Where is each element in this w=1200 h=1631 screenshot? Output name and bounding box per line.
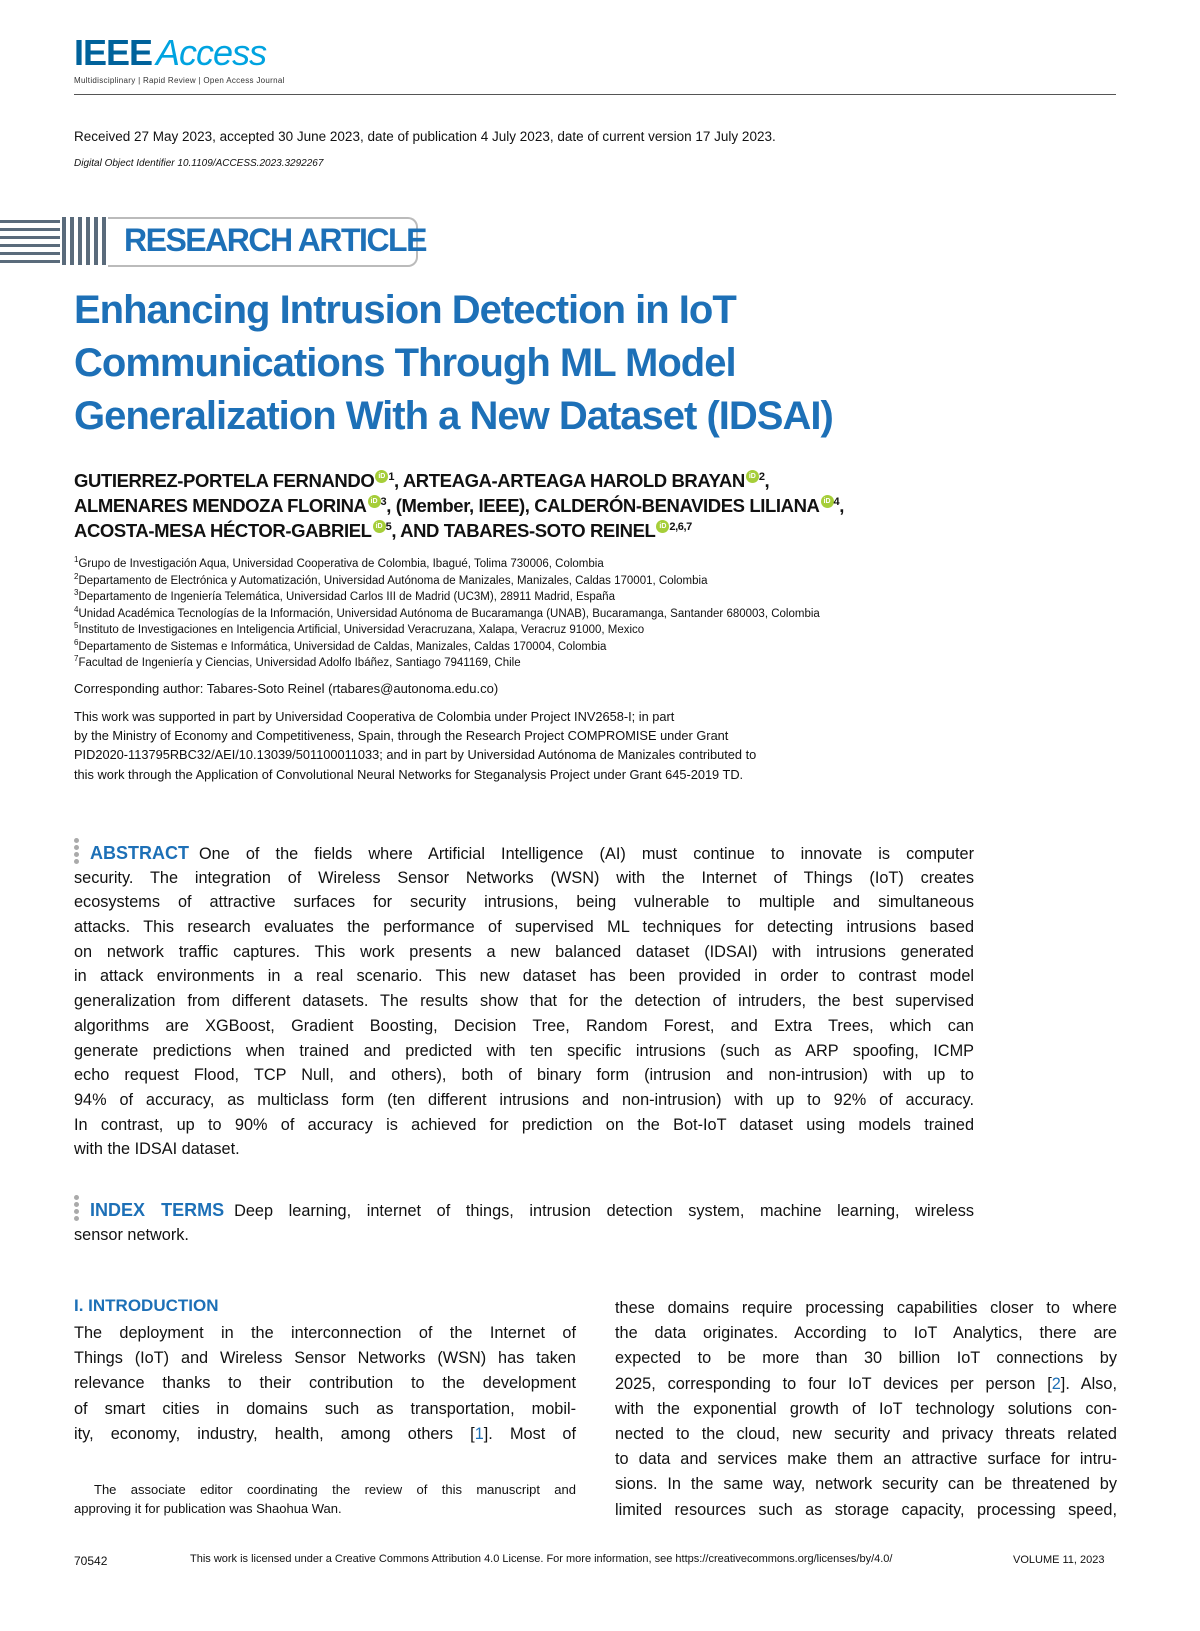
body-line: the data originates. According to IoT Analytics, there are [615, 1324, 1117, 1343]
left-column [74, 1321, 576, 1447]
abstract-line: ABSTRACT One of the fields where Artificial Intelligence (AI) must continue to innovate is computer [90, 843, 974, 863]
orcid-icon[interactable]: iD [746, 470, 759, 483]
citation-link[interactable]: 1 [474, 1424, 484, 1443]
body-line: limited resources such as storage capacity, processing speed, [615, 1500, 1117, 1519]
author-name: ARTEAGA-ARTEAGA HAROLD BRAYAN [402, 470, 745, 491]
affiliation: $^3$Departamento de Ingeniería Telemática, Universidad Carlos III de Madrid (UC3M), 28911 Madrid, España [74, 588, 615, 603]
body-line: expected to be more than 30 billion IoT connections by [615, 1349, 1117, 1368]
affiliations [74, 556, 820, 672]
orcid-icon[interactable]: iD [821, 495, 834, 508]
volume: VOLUME 11, 2023 [1013, 1554, 1105, 1566]
affiliation: $^4$Unidad Académica Tecnologías de la Información, Universidad Autónoma de Bucaramanga (UNAB), Bucaramanga, Santander 680003, Colombia [74, 604, 820, 620]
abstract-line: on network traffic captures. This work presents a new balanced dataset (IDSAI) with intrusions generated [74, 942, 974, 961]
funding-note [74, 707, 756, 784]
author-name: ALMENARES MENDOZA FLORINA [74, 495, 367, 516]
page-number: 70542 [74, 1554, 108, 1568]
abstract-line: echo request Flood, TCP Null, and others), both of binary form (intrusion and non-intrusion) with up to [74, 1066, 974, 1085]
author-affil: 1 [388, 470, 395, 483]
abstract-line: security. The integration of Wireless Sensor Networks (WSN) with the Internet of Things (IoT) creates [74, 868, 974, 887]
author-affil: 4 [833, 495, 840, 508]
affiliation: $^7$Facultad de Ingeniería y Ciencias, Universidad Adolfo Ibáñez, Santiago 7941169, Chile [74, 654, 521, 669]
index-terms-label: INDEX TERMS [90, 1200, 225, 1220]
abstract-line: generate predictions when trained and predicted with ten specific intrusions (such as ARP spoofing, ICMP [74, 1041, 974, 1060]
abstract [74, 841, 974, 1162]
author-sep: , [764, 470, 770, 491]
funding-line: by the Ministry of Economy and Competitiveness, Spain, through the Research Project COMPROMISE under Grant [74, 728, 729, 744]
author-name: ACOSTA-MESA HÉCTOR-GABRIEL [74, 520, 372, 541]
doi[interactable]: Digital Object Identifier 10.1109/ACCESS.2023.3292267 [74, 158, 324, 169]
title-line: Enhancing Intrusion Detection in IoT [74, 288, 736, 332]
journal-tagline: Multidisciplinary | Rapid Review | Open Access Journal [74, 76, 285, 85]
abstract-line: in attack environments in a real scenario. This new dataset has been provided in order to contrast model [74, 967, 974, 986]
author-name: CALDERÓN-BENAVIDES LILIANA [534, 495, 820, 516]
author-affil: 2 [758, 470, 765, 483]
index-terms-line: INDEX TERMS Deep learning, internet of things, intrusion detection system, machine learning, wireless [90, 1200, 974, 1220]
affiliation: $^5$Instituto de Investigaciones en Inteligencia Artificial, Universidad Veracruzana, Xalapa, Veracruz 91000, Mexico [74, 621, 645, 636]
section-heading: I. INTRODUCTION [74, 1296, 219, 1315]
title-line: Communications Through ML Model [74, 341, 736, 385]
abstract-line: with the IDSAI dataset. [74, 1140, 240, 1159]
ieee-access-logo [74, 32, 266, 74]
author-sep: , [839, 495, 844, 516]
body-line: ity, economy, industry, health, among others [1]. Most of [74, 1424, 576, 1443]
abstract-line: generalization from different datasets. The results show that for the detection of intruders, the best supervised [74, 992, 974, 1011]
author-sep: , AND [391, 520, 444, 541]
body-line: The deployment in the interconnection of the Internet of [74, 1324, 576, 1342]
abstract-line: In contrast, up to 90% of accuracy is achieved for prediction on the Bot-IoT dataset using models trained [74, 1115, 974, 1134]
paper-title [74, 284, 833, 443]
affiliation: $^2$Departamento de Electrónica y Automatización, Universidad Autónoma de Manizales, Manizales, Caldas 170001, Colombia [74, 571, 708, 587]
footnote-line: The associate editor coordinating the review of this manuscript and [94, 1482, 576, 1497]
index-terms-dots-icon [74, 1195, 79, 1223]
logo-ieee: IEEE [74, 32, 153, 73]
author-sep: , [394, 470, 403, 491]
body-line: nected to the cloud, new security and privacy threats related [615, 1424, 1117, 1443]
body-line: with the exponential growth of IoT technology solutions con- [615, 1399, 1117, 1418]
citation-link[interactable]: 2 [1051, 1374, 1061, 1393]
license-note[interactable]: This work is licensed under a Creative Commons Attribution 4.0 License. For more information, see https://creativecommons.org/licenses/by/4.0/ [190, 1553, 893, 1565]
body-line: Things (IoT) and Wireless Sensor Networks (WSN) has taken [74, 1349, 576, 1368]
index-terms-line: sensor network. [74, 1225, 189, 1244]
title-line: Generalization With a New Dataset (IDSAI) [74, 394, 833, 438]
abstract-line: ecosystems of attractive surfaces for security intrusions, being vulnerable to multiple and simultaneous [74, 893, 974, 912]
author-affil: 3 [380, 495, 387, 508]
affiliation: $^1$Grupo de Investigación Aqua, Universidad Cooperativa de Colombia, Ibagué, Tolima 730006, Colombia [74, 555, 604, 570]
abstract-dots-icon [74, 838, 79, 866]
orcid-icon[interactable]: iD [375, 470, 388, 483]
received-dates: Received 27 May 2023, accepted 30 June 2023, date of publication 4 July 2023, date of current version 17 July 2023. [74, 129, 776, 144]
orcid-icon[interactable]: iD [373, 520, 386, 533]
abstract-line: attacks. This research evaluates the performance of supervised ML techniques for detecting intrusions based [74, 918, 974, 937]
author-name: TABARES-SOTO REINEL [443, 520, 656, 541]
body-line: to data and services make them an attractive surface for intru- [615, 1450, 1117, 1469]
author-list [74, 468, 844, 543]
author-name: GUTIERREZ-PORTELA FERNANDO [74, 470, 375, 491]
header-rule [74, 94, 1116, 95]
orcid-icon[interactable]: iD [656, 520, 669, 533]
logo-access: Access [156, 32, 267, 73]
abstract-line: algorithms are XGBoost, Gradient Boosting, Decision Tree, Random Forest, and Extra Trees, which can [74, 1016, 974, 1035]
article-type: RESEARCH ARTICLE [124, 222, 426, 258]
editor-footnote [74, 1480, 576, 1518]
affiliation: $^6$Departamento de Sistemas e Informática, Universidad de Caldas, Manizales, Caldas 170004, Colombia [74, 637, 607, 653]
funding-line: this work through the Application of Convolutional Neural Networks for Steganalysis Project under Grant 645-2019 TD. [74, 766, 744, 782]
right-column [615, 1296, 1117, 1523]
index-terms [74, 1198, 974, 1247]
author-affil: 5 [385, 520, 392, 533]
funding-line: PID2020-113795RBC32/AEI/10.13039/501100011033; and in part by Universidad Autónoma de Manizales contributed to [74, 747, 757, 763]
banner-stripes-icon [0, 217, 108, 267]
body-line: sions. In the same way, network security can be threatened by [615, 1475, 1117, 1494]
body-line: relevance thanks to their contribution to the development [74, 1374, 576, 1393]
body-line: 2025, corresponding to four IoT devices per person [2]. Also, [615, 1374, 1118, 1393]
orcid-icon[interactable]: iD [368, 495, 381, 508]
corresponding-author[interactable]: Corresponding author: Tabares-Soto Reinel (rtabares@autonoma.edu.co) [74, 681, 499, 696]
author-sep: , (Member, IEEE), [386, 495, 535, 516]
abstract-line: 94% of accuracy, as multiclass form (ten different intrusions and non-intrusion) with up to 92% of accuracy. [74, 1090, 974, 1109]
author-affil: 2,6,7 [669, 520, 692, 533]
body-line: these domains require processing capabilities closer to where [615, 1299, 1117, 1317]
funding-line: This work was supported in part by Universidad Cooperativa de Colombia under Project INV2658-I; in part [74, 709, 675, 724]
footnote-line: approving it for publication was Shaohua Wan. [74, 1501, 342, 1516]
abstract-label: ABSTRACT [90, 843, 189, 863]
body-line: of smart cities in domains such as transportation, mobil- [74, 1399, 576, 1418]
